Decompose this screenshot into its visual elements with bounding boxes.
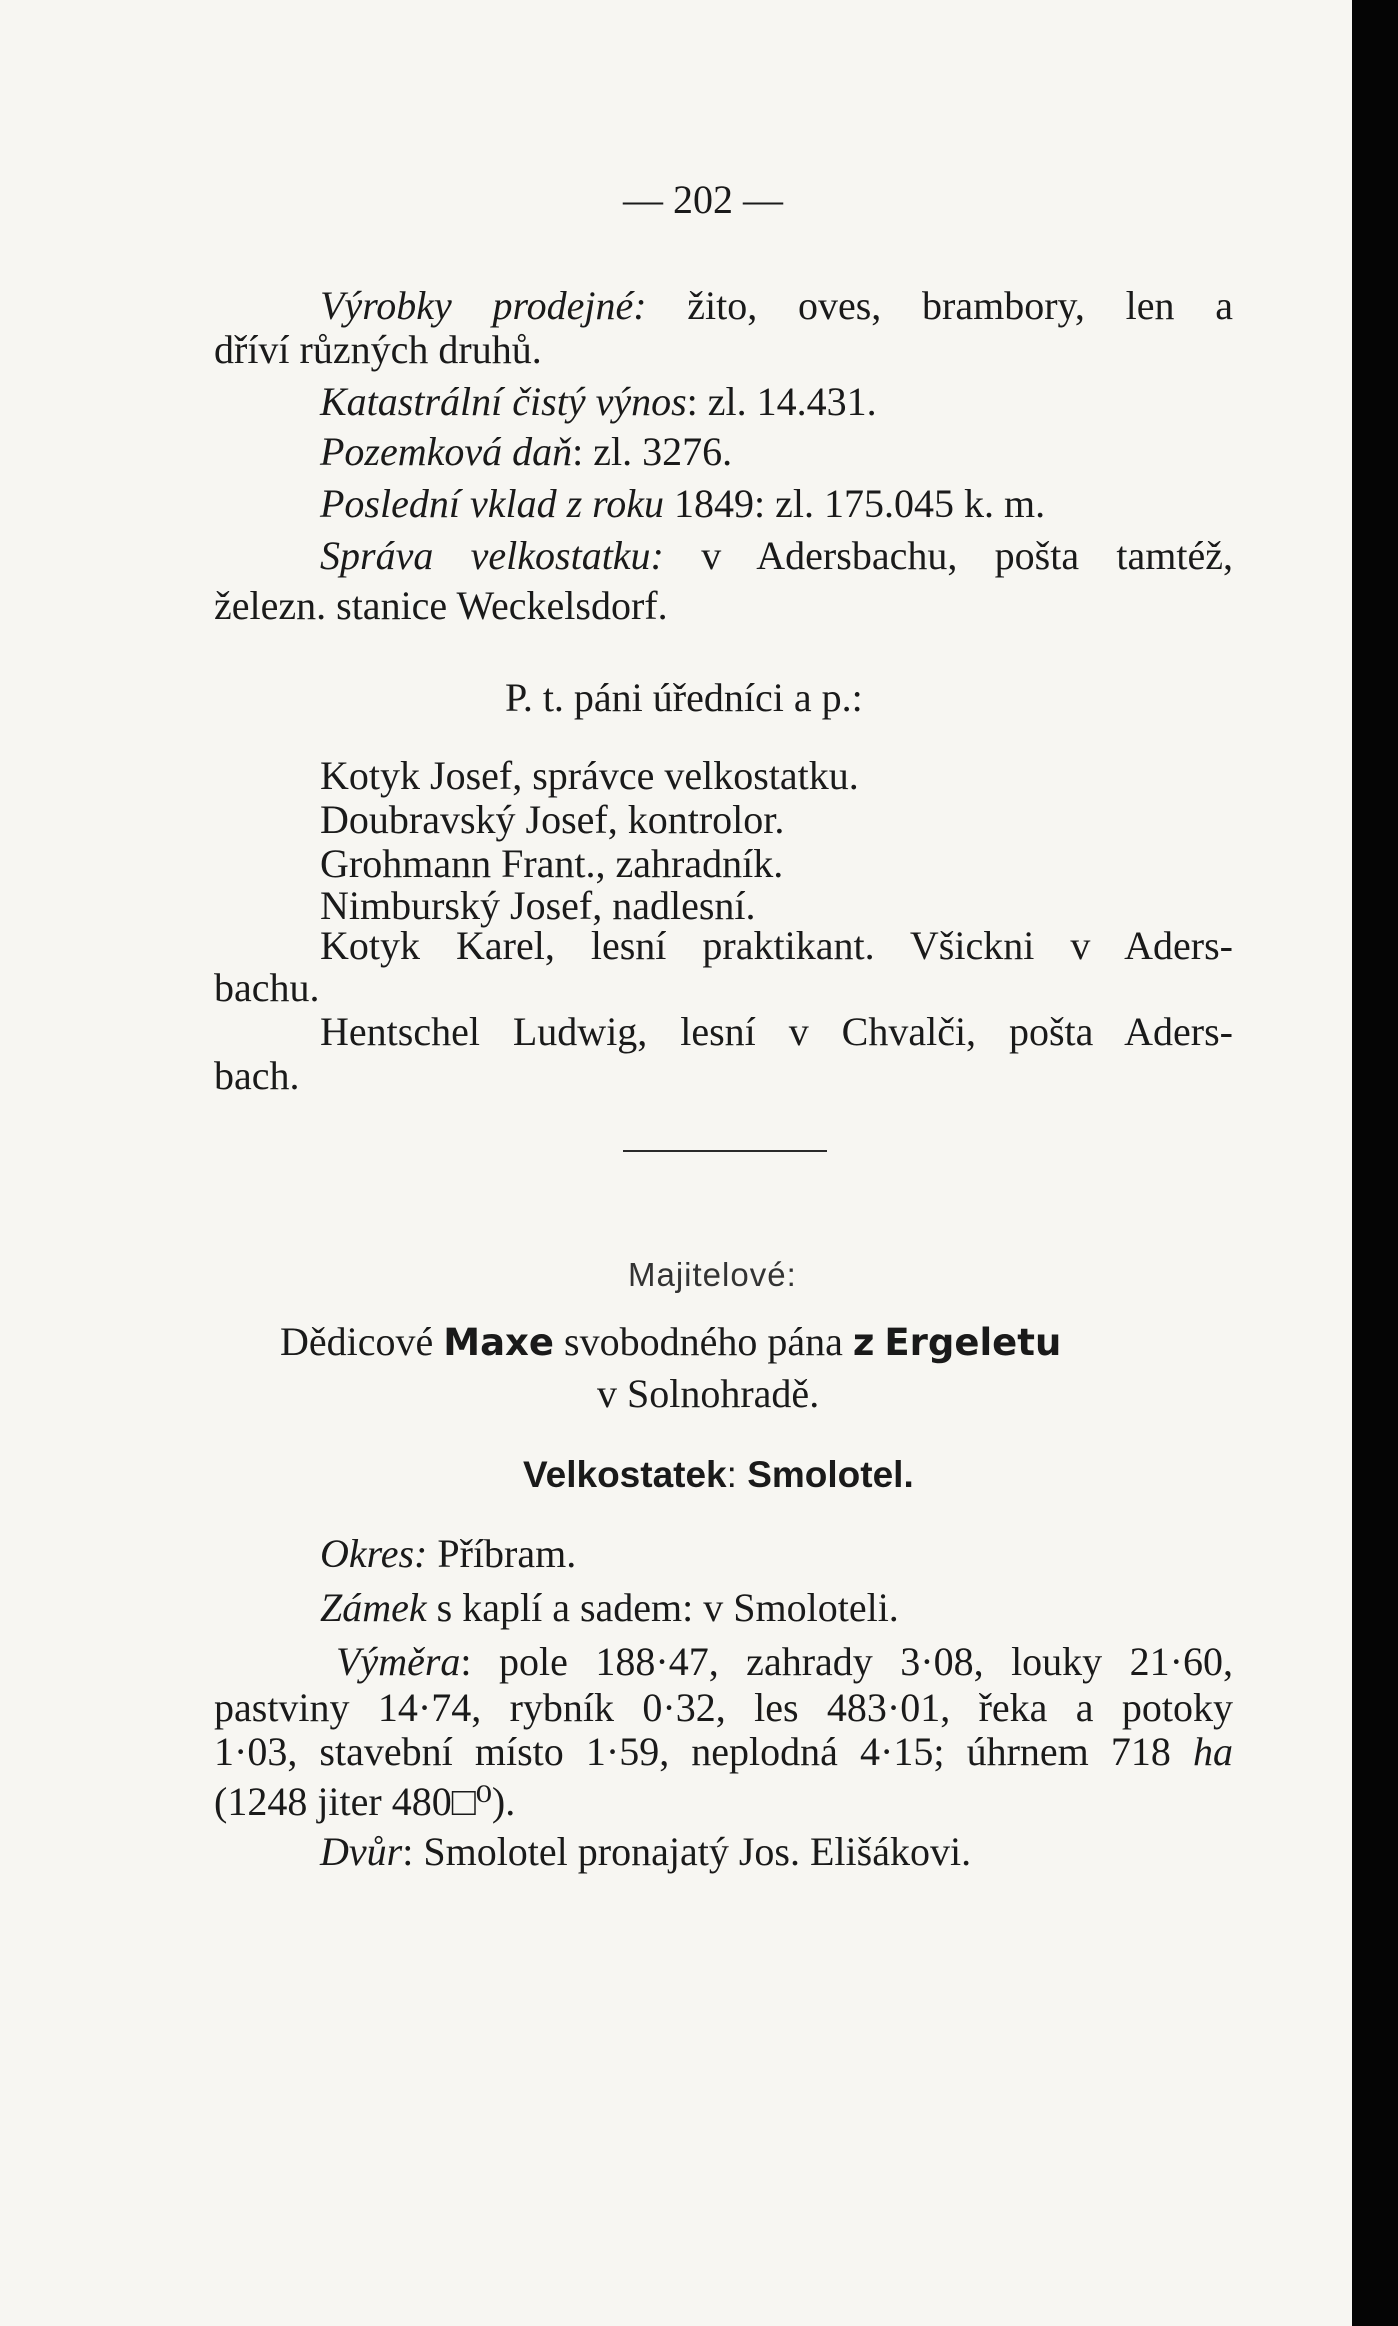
land-tax bbox=[320, 429, 733, 474]
area-label: Výměra bbox=[336, 1639, 461, 1684]
cadastral-yield bbox=[320, 379, 877, 424]
district bbox=[320, 1531, 577, 1576]
administration-line-2: železn. stanice Weckelsdorf. bbox=[214, 583, 668, 628]
area-text-3: 1·03, stavební místo 1·59, neplodná 4·15; úhrnem 718 bbox=[214, 1729, 1171, 1774]
castle-value: s kaplí a sadem: v Smoloteli. bbox=[436, 1585, 899, 1630]
official-item: Doubravský Josef, kontrolor. bbox=[320, 797, 785, 842]
district-value: Příbram. bbox=[437, 1531, 577, 1576]
owner-name-2: Ergeletu bbox=[884, 1321, 1062, 1364]
official-item: Grohmann Frant., zahradník. bbox=[320, 841, 784, 886]
area-text-1: : pole 188·47, zahrady 3·08, louky 21·60, bbox=[460, 1639, 1233, 1684]
official-item: Nimburský Josef, nadlesní. bbox=[320, 883, 756, 928]
land-tax-value: : zl. 3276. bbox=[572, 429, 733, 474]
last-deposit-label: Poslední vklad z roku bbox=[320, 481, 665, 526]
official-item-cont: bach. bbox=[214, 1053, 300, 1098]
estate-administration bbox=[320, 533, 1233, 578]
estate-label: Velkostatek bbox=[523, 1454, 727, 1495]
district-label: Okres: bbox=[320, 1531, 428, 1576]
products-line-2: dříví různých druhů. bbox=[214, 327, 542, 372]
official-item-cont: bachu. bbox=[214, 965, 320, 1010]
owner-z: z bbox=[852, 1321, 875, 1364]
estate-heading bbox=[523, 1456, 914, 1493]
farmstead-label: Dvůr bbox=[320, 1829, 403, 1874]
section-divider bbox=[623, 1150, 827, 1152]
area-unit: ha bbox=[1193, 1729, 1234, 1774]
owner-name-1: Maxe bbox=[443, 1321, 555, 1364]
products-label: Výrobky prodejné: bbox=[320, 283, 647, 328]
area-line-3 bbox=[214, 1729, 1234, 1774]
administration-label: Správa velkostatku: bbox=[320, 533, 664, 578]
last-deposit bbox=[320, 481, 1046, 526]
official-item: Kotyk Josef, správce velkostatku. bbox=[320, 753, 859, 798]
estate-name: Smolotel. bbox=[747, 1454, 914, 1495]
castle bbox=[320, 1585, 899, 1630]
officials-heading: P. t. páni úředníci a p.: bbox=[505, 675, 863, 720]
owner-prefix: Dědicové bbox=[280, 1319, 434, 1364]
products-line bbox=[320, 283, 1233, 328]
castle-label: Zámek bbox=[320, 1585, 427, 1630]
cadastral-label: Katastrální čistý výnos bbox=[320, 379, 687, 424]
owner-line bbox=[280, 1319, 1062, 1364]
owner-middle: svobodného pána bbox=[564, 1319, 843, 1364]
area-line-2: pastviny 14·74, rybník 0·32, les 483·01, řeka a potoky bbox=[214, 1685, 1233, 1730]
administration-text: v Adersbachu, pošta tamtéž, bbox=[701, 533, 1233, 578]
official-item: Kotyk Karel, lesní praktikant. Všickni v Aders- bbox=[320, 923, 1233, 968]
owners-label: Majitelové: bbox=[628, 1256, 797, 1293]
page-number: — 202 — bbox=[623, 177, 783, 222]
land-tax-label: Pozemková daň bbox=[320, 429, 573, 474]
area-line-4: (1248 jiter 480□⁰). bbox=[214, 1779, 516, 1824]
last-deposit-value: 1849: zl. 175.045 k. m. bbox=[674, 481, 1046, 526]
estate-colon: : bbox=[726, 1454, 737, 1495]
farmstead bbox=[320, 1829, 972, 1874]
scan-edge bbox=[1352, 0, 1398, 2326]
owner-residence: v Solnohradě. bbox=[597, 1371, 820, 1416]
farmstead-value: : Smolotel pronajatý Jos. Elišákovi. bbox=[402, 1829, 972, 1874]
products-text: žito, oves, brambory, len a bbox=[687, 283, 1233, 328]
official-item: Hentschel Ludwig, lesní v Chvalči, pošta Aders- bbox=[320, 1009, 1233, 1054]
area-line-1 bbox=[336, 1639, 1233, 1684]
cadastral-value: : zl. 14.431. bbox=[686, 379, 877, 424]
